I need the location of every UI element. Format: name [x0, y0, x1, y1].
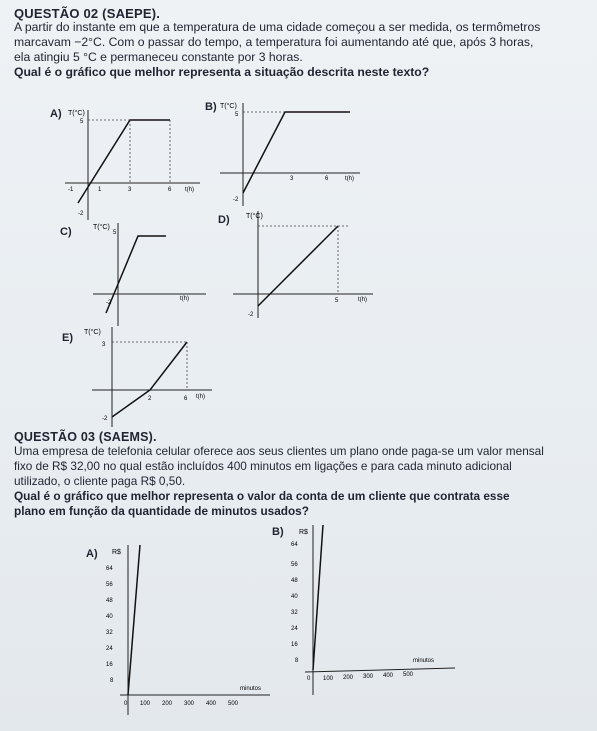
y-tick-label: 8 [295, 658, 299, 664]
q02-line-1: A partir do instante em que a temperatura de uma cidade começou a ser medida, os termômetros [14, 20, 541, 34]
series-line [243, 112, 350, 193]
tick-label: 6 [325, 176, 329, 182]
y-tick-label: 64 [291, 542, 298, 548]
tick-label: 5 [80, 119, 84, 125]
x-axis-label: t(h) [345, 176, 354, 182]
x-tick-label: 0 [124, 701, 128, 707]
x-axis-label: t(h) [358, 297, 367, 303]
q02-line-2: marcavam −2°C. Com o passar do tempo, a temperatura foi aumentando até que, após 3 horas, [14, 35, 534, 49]
series-line [128, 545, 140, 695]
q03-line-2: fixo de R$ 32,00 no qual estão incluídos 400 minutos em ligações e para cada minuto adicional [14, 459, 512, 473]
x-tick-label: 400 [206, 701, 217, 707]
x-tick-label: 400 [383, 673, 394, 679]
tick-label: 1 [98, 187, 102, 193]
y-tick-label: 64 [106, 566, 113, 572]
q02-option-a-label: A) [50, 108, 62, 120]
tick-label: 5 [113, 230, 117, 236]
q03-line-3: utilizado, o cliente paga R$ 0,50. [14, 474, 186, 488]
x-axis-label: minutos [240, 686, 262, 692]
series-line [313, 525, 323, 670]
q03-title: QUESTÃO 03 (SAEMS). [14, 430, 157, 444]
y-tick-label: 40 [106, 614, 113, 620]
y-tick-label: 48 [291, 578, 298, 584]
x-tick-label: 0 [307, 676, 311, 682]
tick-label: 6 [168, 187, 172, 193]
x-tick-label: 300 [363, 674, 374, 680]
x-tick-label: 100 [140, 701, 151, 707]
tick-label: 2 [148, 396, 152, 402]
y-tick-label: 48 [106, 598, 113, 604]
q02-graph-d [228, 206, 378, 321]
y-axis-label: T(°C) [93, 224, 110, 231]
series-line [106, 236, 166, 313]
tick-label: 3 [290, 176, 294, 182]
x-tick-label: 500 [228, 701, 239, 707]
q03-question-line-2: plano em função da quantidade de minutos usados? [14, 504, 309, 518]
y-tick-label: 24 [291, 626, 298, 632]
series-line [78, 120, 170, 203]
tick-label: 6 [184, 396, 188, 402]
q02-graph-c [88, 218, 218, 328]
q03-graph-b [285, 520, 460, 700]
q03-option-a-label: A) [86, 548, 98, 560]
x-axis-label: t(h) [180, 296, 189, 302]
x-tick-label: 200 [343, 675, 354, 681]
tick-label: 3 [102, 342, 106, 348]
q02-line-3: ela atingiu 5 °C e permaneceu constante por 3 horas. [14, 50, 303, 64]
y-axis-label: R$ [299, 529, 308, 536]
x-tick-label: 300 [184, 701, 195, 707]
y-tick-label: 8 [110, 678, 114, 684]
y-axis-label: T(°C) [68, 110, 85, 117]
x-axis-label: t(h) [196, 394, 205, 400]
q02-title: QUESTÃO 02 (SAEPE). [14, 6, 161, 21]
tick-label: -2 [233, 197, 239, 203]
tick-label: 3 [128, 187, 132, 193]
y-axis-label: R$ [112, 549, 121, 556]
q02-graph-b [215, 98, 365, 208]
tick-label: -2 [248, 312, 254, 318]
q03-line-1: Uma empresa de telefonia celular oferece aos seus clientes um plano onde paga-se um valor mensal [14, 444, 544, 458]
y-axis-label: T(°C) [246, 213, 263, 220]
y-tick-label: 56 [106, 582, 113, 588]
q02-option-b-label: B) [205, 101, 217, 113]
y-tick-label: 24 [106, 646, 113, 652]
tick-label: -1 [68, 187, 74, 193]
q02-question: Qual é o gráfico que melhor representa a situação descrita neste texto? [14, 65, 430, 79]
y-axis-label: T(°C) [84, 329, 101, 336]
y-tick-label: 32 [106, 630, 113, 636]
q02-option-d-label: D) [218, 214, 230, 226]
q03-option-b-label: B) [272, 526, 284, 538]
tick-label: -2 [78, 211, 84, 217]
x-tick-label: 500 [403, 672, 414, 678]
q02-option-c-label: C) [60, 226, 72, 238]
y-tick-label: 16 [291, 642, 298, 648]
q02-option-e-label: E) [62, 332, 73, 344]
tick-label: 5 [335, 298, 339, 304]
x-tick-label: 200 [162, 701, 173, 707]
q03-question-line-1: Qual é o gráfico que melhor representa o valor da conta de um cliente que contrata esse [14, 489, 510, 503]
q02-graph-a [60, 105, 210, 225]
y-axis-label: T(°C) [220, 103, 237, 110]
tick-label: -2 [106, 300, 112, 306]
y-tick-label: 32 [291, 610, 298, 616]
x-axis-label: minutos [413, 658, 435, 664]
y-tick-label: 40 [291, 594, 298, 600]
x-axis-label: t(h) [185, 187, 194, 193]
x-tick-label: 100 [323, 676, 334, 682]
y-tick-label: 56 [291, 562, 298, 568]
q03-graph-a [100, 540, 275, 720]
tick-label: 5 [235, 112, 239, 118]
series-line [112, 342, 187, 417]
tick-label: -2 [102, 416, 108, 422]
y-tick-label: 16 [106, 662, 113, 668]
x-axis [305, 668, 455, 672]
q02-graph-e [72, 322, 222, 432]
